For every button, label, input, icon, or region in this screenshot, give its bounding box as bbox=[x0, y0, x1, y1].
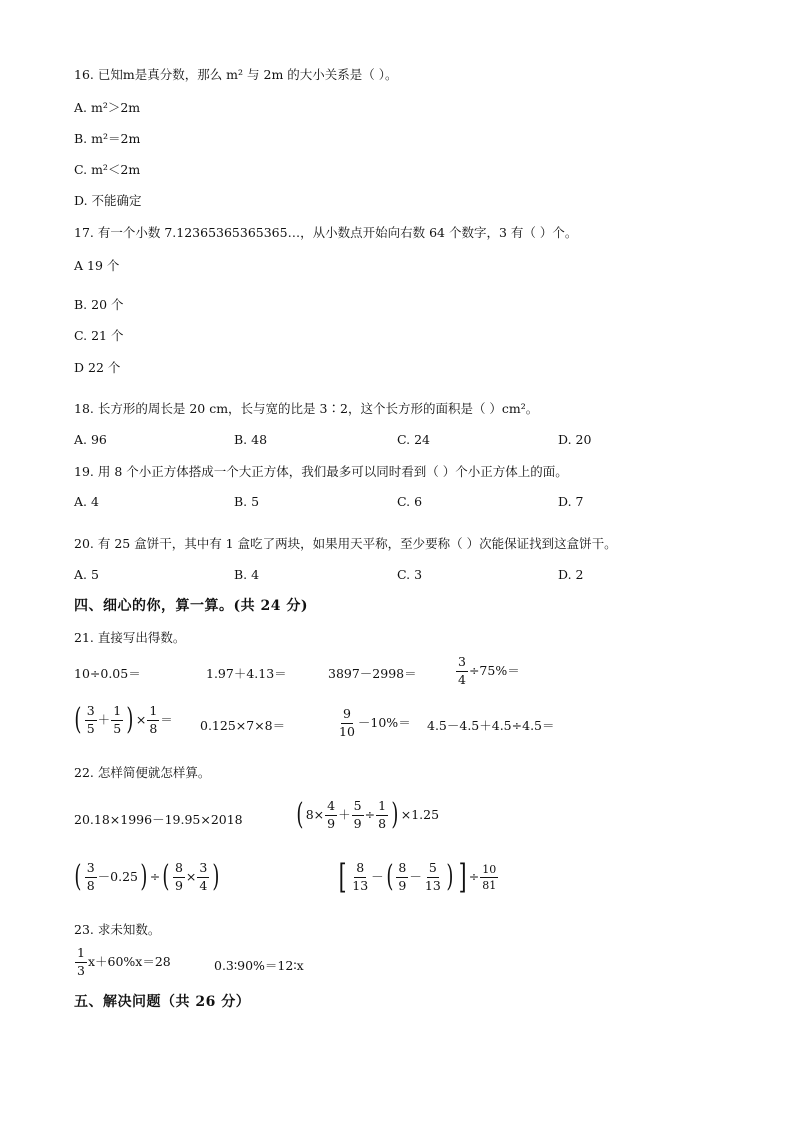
q21-e7-num: 9 bbox=[341, 708, 353, 724]
q21-e5-a-num: 3 bbox=[85, 705, 97, 721]
q20-stem: 20. 有 25 盒饼干，其中有 1 盒吃了两块，如果用天平称，至少要称（ ）次能保证找到这盒饼干。 bbox=[74, 536, 617, 551]
q22-e2-lead: 8× bbox=[305, 806, 325, 822]
q22-expr-1: 20.18×1996－19.95×2018 bbox=[74, 812, 243, 827]
q17-stem: 17. 有一个小数 7.12365365365365…，从小数点开始向右数 64 个数字，3 有（ ）个。 bbox=[74, 225, 578, 240]
q18-stem: 18. 长方形的周长是 20 cm，长与宽的比是 3∶2，这个长方形的面积是（ ）cm²。 bbox=[74, 401, 539, 416]
q23-expr-2: 0.3∶90%＝12∶x bbox=[214, 958, 304, 973]
q22-e4-d2: 9 bbox=[398, 877, 407, 893]
q21-expr-1: 10÷0.05＝ bbox=[74, 666, 141, 681]
q22-e3-div: ÷ bbox=[149, 868, 161, 884]
left-bracket: [ bbox=[338, 857, 347, 897]
q22-e4-n3: 5 bbox=[427, 862, 439, 878]
left-paren: ( bbox=[386, 859, 394, 894]
q21-e5-a-den: 5 bbox=[86, 720, 95, 736]
section-5-title: 五、解决问题（共 26 分） bbox=[74, 994, 251, 1010]
q21-expr-4 bbox=[455, 656, 520, 686]
q22-e3-times: × bbox=[185, 868, 197, 884]
q21-e5-b-num: 1 bbox=[111, 705, 123, 721]
q22-e4-n4: 10 bbox=[482, 862, 497, 876]
q22-e3-d1: 8 bbox=[86, 877, 95, 893]
q23-stem: 23. 求未知数。 bbox=[74, 922, 161, 937]
q21-expr-3: 3897－2998＝ bbox=[328, 666, 417, 681]
q22-e2-plus: ＋ bbox=[338, 806, 351, 822]
right-paren: ) bbox=[212, 859, 220, 894]
q21-expr-8: 4.5－4.5＋4.5÷4.5＝ bbox=[427, 718, 555, 733]
q21-expr-6: 0.125×7×8＝ bbox=[200, 718, 286, 733]
q22-e4-minus: － bbox=[371, 868, 384, 884]
q19-option-c: C. 6 bbox=[397, 494, 423, 509]
left-paren: ( bbox=[162, 859, 170, 894]
q21-e7-den: 10 bbox=[339, 723, 355, 739]
right-paren: ) bbox=[391, 797, 399, 832]
q22-e3-n3: 3 bbox=[197, 862, 209, 878]
right-paren: ) bbox=[446, 859, 454, 894]
q21-expr-5 bbox=[72, 702, 173, 737]
q20-option-b: B. 4 bbox=[234, 567, 260, 582]
q23-e1-rest: x＋60%x＝28 bbox=[87, 953, 171, 969]
q22-e4-minus2: － bbox=[409, 868, 422, 884]
q20-option-c: C. 3 bbox=[397, 567, 423, 582]
q20-option-d: D. 2 bbox=[558, 567, 584, 582]
q22-e3-n2: 8 bbox=[173, 862, 185, 878]
q21-e5-c-den: 8 bbox=[149, 720, 158, 736]
left-paren: ( bbox=[74, 702, 82, 737]
left-paren: ( bbox=[296, 797, 304, 832]
q16-option-a: A. m²＞2m bbox=[74, 100, 141, 115]
q17-option-a: A 19 个 bbox=[74, 258, 120, 273]
q22-e4-n1: 8 bbox=[354, 862, 366, 878]
q22-e3-d3: 4 bbox=[199, 877, 208, 893]
q21-e7-rest: －10%＝ bbox=[357, 714, 411, 730]
q22-e3-n1: 3 bbox=[85, 862, 97, 878]
q18-option-b: B. 48 bbox=[234, 432, 268, 447]
q19-option-b: B. 5 bbox=[234, 494, 260, 509]
q17-option-b: B. 20 个 bbox=[74, 297, 124, 312]
q18-option-d: D. 20 bbox=[558, 432, 592, 447]
q22-e3-minus: －0.25 bbox=[97, 868, 139, 884]
q16-stem: 16. 已知m是真分数，那么 m² 与 2m 的大小关系是（ ）。 bbox=[74, 67, 398, 82]
left-paren: ( bbox=[74, 859, 82, 894]
q18-option-a: A. 96 bbox=[74, 432, 107, 447]
q17-option-c: C. 21 个 bbox=[74, 328, 124, 343]
q21-e5-plus: ＋ bbox=[97, 711, 111, 727]
q22-expr-3 bbox=[72, 859, 222, 894]
q17-option-d: D 22 个 bbox=[74, 360, 121, 375]
q22-e2-div: ÷ bbox=[364, 806, 376, 822]
q23-expr-1 bbox=[74, 947, 171, 977]
q21-e4-num: 3 bbox=[456, 656, 468, 672]
q19-option-a: A. 4 bbox=[74, 494, 99, 509]
q21-e4-den: 4 bbox=[458, 671, 466, 687]
q21-e5-b-den: 5 bbox=[113, 720, 122, 736]
q18-option-c: C. 24 bbox=[397, 432, 430, 447]
q22-e4-n2: 8 bbox=[396, 862, 408, 878]
right-paren: ) bbox=[140, 859, 148, 894]
q22-e2-d2: 9 bbox=[353, 815, 362, 831]
q22-e2-d3: 8 bbox=[378, 815, 387, 831]
q22-e2-d1: 9 bbox=[327, 815, 336, 831]
q22-e4-d3: 13 bbox=[424, 877, 441, 893]
q22-e2-tail: ×1.25 bbox=[400, 806, 440, 822]
q19-option-d: D. 7 bbox=[558, 494, 584, 509]
q22-e4-d1: 13 bbox=[352, 877, 369, 893]
q21-expr-7 bbox=[336, 708, 411, 738]
q21-e5-eq: ＝ bbox=[160, 711, 173, 727]
q21-e5-times: × bbox=[135, 711, 147, 727]
q21-e4-rest: ÷75%＝ bbox=[468, 662, 520, 678]
q16-option-c: C. m²＜2m bbox=[74, 162, 141, 177]
q23-e1-num: 1 bbox=[75, 947, 87, 963]
q21-stem: 21. 直接写出得数。 bbox=[74, 630, 186, 645]
q22-e2-n3: 1 bbox=[376, 800, 388, 816]
q22-e2-n1: 4 bbox=[325, 800, 337, 816]
q19-stem: 19. 用 8 个小正方体搭成一个大正方体，我们最多可以同时看到（ ）个小正方体上的面。 bbox=[74, 464, 568, 479]
right-bracket: ] bbox=[458, 857, 467, 897]
q22-expr-4 bbox=[336, 857, 499, 897]
q22-e3-d2: 9 bbox=[174, 877, 183, 893]
q20-option-a: A. 5 bbox=[74, 567, 99, 582]
section-4-title: 四、细心的你，算一算。(共 24 分) bbox=[74, 598, 308, 614]
right-paren: ) bbox=[126, 702, 134, 737]
q22-e4-d4: 81 bbox=[482, 878, 497, 892]
q16-option-b: B. m²＝2m bbox=[74, 131, 141, 146]
q22-expr-2 bbox=[294, 797, 440, 832]
q22-e4-div: ÷ bbox=[468, 868, 480, 884]
q22-stem: 22. 怎样简便就怎样算。 bbox=[74, 765, 211, 780]
q21-expr-2: 1.97＋4.13＝ bbox=[206, 666, 287, 681]
q22-e2-n2: 5 bbox=[352, 800, 364, 816]
q21-e5-c-num: 1 bbox=[147, 705, 159, 721]
q23-e1-den: 3 bbox=[77, 962, 85, 978]
q16-option-d: D. 不能确定 bbox=[74, 193, 142, 208]
